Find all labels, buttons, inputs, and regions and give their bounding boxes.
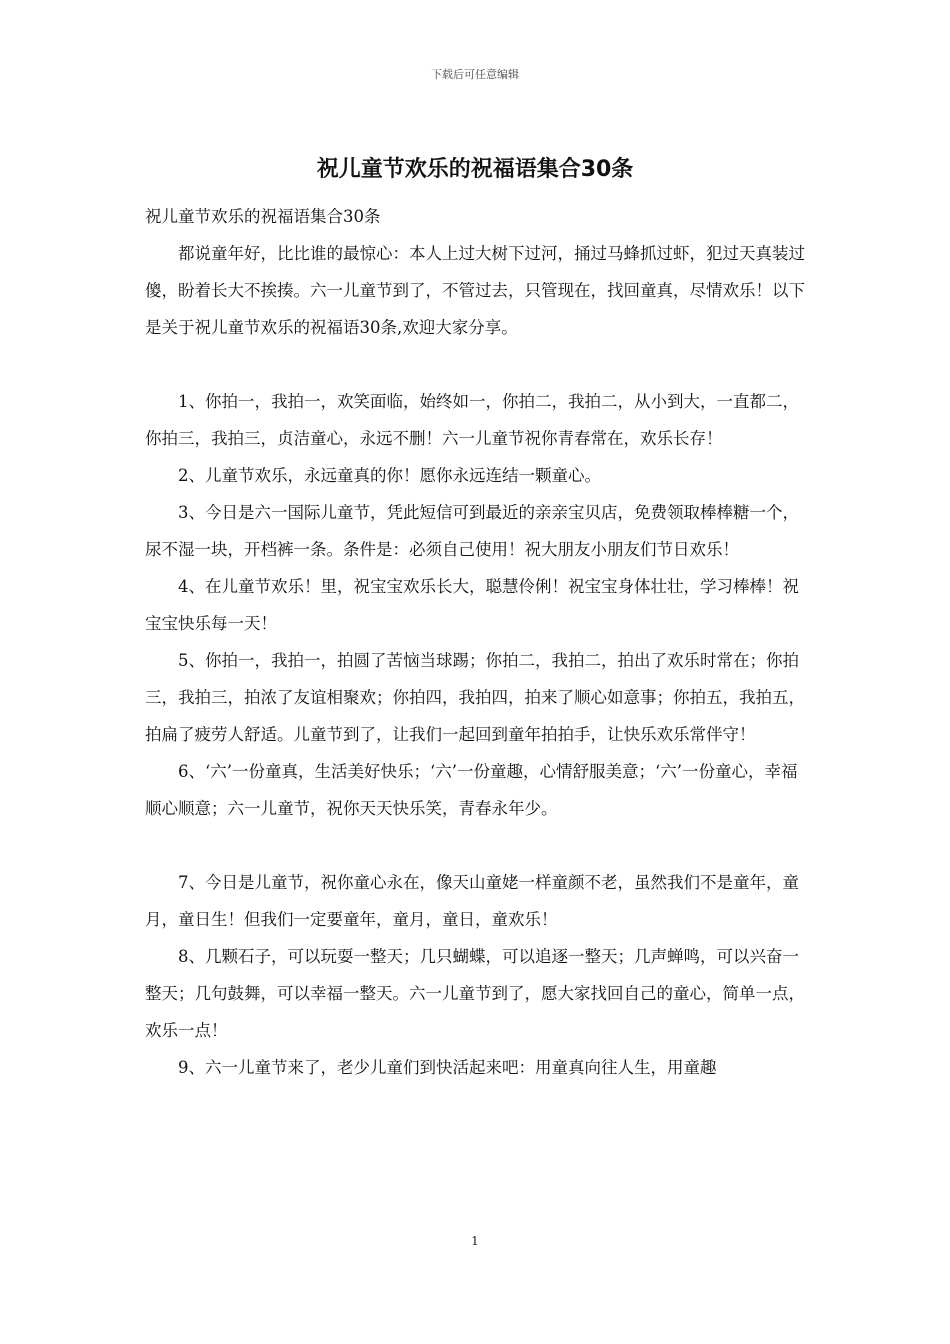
wish-paragraph-8: 8、几颗石子，可以玩耍一整天；几只蝴蝶，可以追逐一整天；几声蝉鸣，可以兴奋一整天；几句鼓舞，可以幸福一整天。六一儿童节到了，愿大家找回自己的童心，简单一点，欢乐一点！ (145, 947, 805, 1040)
document-title: 祝儿童节欢乐的祝福语集合30条 (316, 157, 634, 182)
document-body (145, 198, 813, 1086)
page-number: 1 (471, 1234, 479, 1248)
wish-paragraph-9: 9、六一儿童节来了，老少儿童们到快活起来吧：用童真向往人生，用童趣 (178, 1058, 717, 1077)
wish-paragraph-7: 7、今日是儿童节，祝你童心永在，像天山童姥一样童颜不老，虽然我们不是童年，童月，童日生！但我们一定要童年，童月，童日，童欢乐！ (145, 873, 799, 929)
subtitle-paragraph: 祝儿童节欢乐的祝福语集合30条 (145, 207, 381, 226)
wish-paragraph-4: 4、在儿童节欢乐！里，祝宝宝欢乐长大，聪慧伶俐！祝宝宝身体壮壮，学习棒棒！祝宝宝快乐每一天！ (145, 577, 799, 633)
wish-paragraph-1: 1、你拍一，我拍一，欢笑面临，始终如一，你拍二，我拍二，从小到大，一直都二，你拍三，我拍三，贞洁童心，永远不删！六一儿童节祝你青春常在，欢乐长存！ (145, 392, 799, 448)
wish-paragraph-2: 2、儿童节欢乐，永远童真的你！愿你永远连结一颗童心。 (178, 466, 601, 485)
intro-paragraph: 都说童年好，比比谁的最惊心：本人上过大树下过河，捅过马蜂抓过虾，犯过天真装过傻，盼着长大不挨揍。六一儿童节到了，不管过去，只管现在，找回童真，尽情欢乐！以下是关于祝儿童节欢乐的祝福语30条,欢迎大家分享。 (145, 244, 805, 337)
wish-paragraph-3: 3、今日是六一国际儿童节，凭此短信可到最近的亲亲宝贝店，免费领取棒棒糖一个，尿不湿一块，开档裤一条。条件是：必须自己使用！祝大朋友小朋友们节日欢乐！ (145, 503, 799, 559)
wish-paragraph-6: 6、‘六’一份童真，生活美好快乐；‘六’一份童趣，心情舒服美意；‘六’一份童心，幸福顺心顺意；六一儿童节，祝你天天快乐笑，青春永年少。 (145, 762, 798, 818)
wish-paragraph-5: 5、你拍一，我拍一，拍圆了苦恼当球踢；你拍二，我拍二，拍出了欢乐时常在；你拍三，我拍三，拍浓了友谊相聚欢；你拍四，我拍四，拍来了顺心如意事；你拍五，我拍五，拍扁了疲劳人舒适。儿童节到了，让我们一起回到童年拍拍手，让快乐欢乐常伴守！ (145, 651, 805, 744)
header-note: 下载后可任意编辑 (431, 68, 519, 81)
